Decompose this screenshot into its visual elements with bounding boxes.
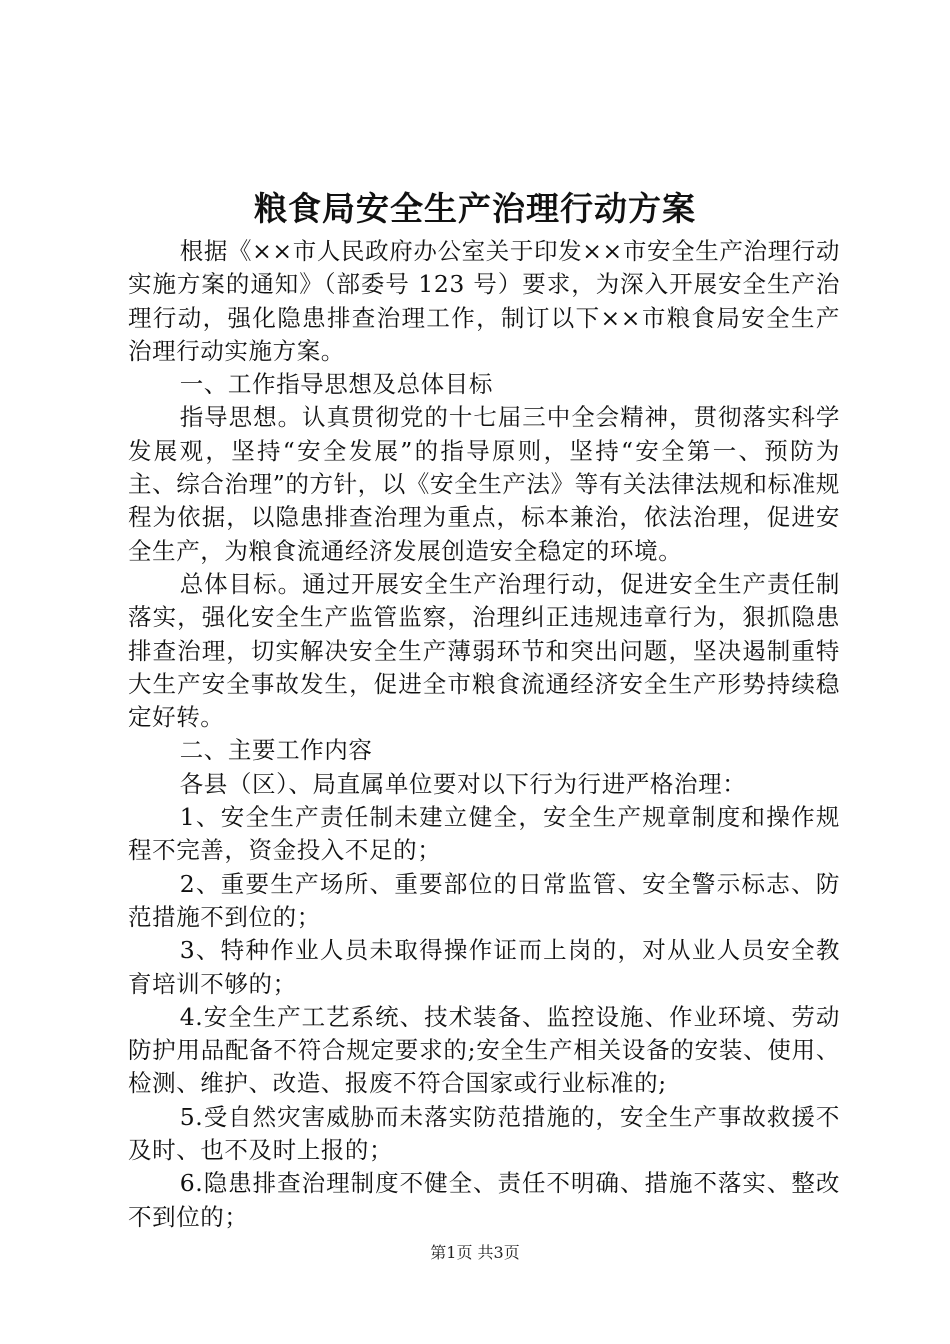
guiding-thought-paragraph: 指导思想。认真贯彻党的十七届三中全会精神，贯彻落实科学发展观，坚持“安全发展”的指导原则，坚持“安全第一、预防为主、综合治理”的方针，以《安全生产法》等有关法律法规和标准规程为依据，以隐患排查治理为重点，标本兼治，依法治理，促进安全生产，为粮食流通经济发展创造安全稳定的环境。 (128, 403, 840, 565)
list-item-1: 1、安全生产责任制未建立健全，安全生产规章制度和操作规程不完善，资金投入不足的； (128, 803, 840, 865)
intro-paragraph: 根据《××市人民政府办公室关于印发××市安全生产治理行动实施方案的通知》（部委号 123 号）要求，为深入开展安全生产治理行动，强化隐患排查治理工作，制订以下××市粮食局安全生产治理行动实施方案。 (128, 237, 840, 365)
document-body (128, 235, 840, 1234)
section-heading-2: 二、主要工作内容 (179, 736, 373, 765)
list-item-4: 4.安全生产工艺系统、技术装备、监控设施、作业环境、劳动防护用品配备不符合规定要求的;安全生产相关设备的安装、使用、检测、维护、改造、报废不符合国家或行业标准的; (128, 1002, 840, 1098)
section-heading-1: 一、工作指导思想及总体目标 (179, 370, 493, 399)
document-title: 粮食局安全生产治理行动方案 (254, 189, 696, 228)
page-footer: 第1页 共3页 (430, 1243, 520, 1262)
overall-goal-paragraph: 总体目标。通过开展安全生产治理行动，促进安全生产责任制落实，强化安全生产监管监察，治理纠正违规违章行为，狠抓隐患排查治理，切实解决安全生产薄弱环节和突出问题，坚决遏制重特大生产安全事故发生，促进全市粮食流通经济安全生产形势持续稳定好转。 (128, 569, 840, 732)
list-item-2: 2、重要生产场所、重要部位的日常监管、安全警示标志、防范措施不到位的； (128, 869, 840, 931)
list-item-3: 3、特种作业人员未取得操作证而上岗的，对从业人员安全教育培训不够的； (128, 936, 840, 998)
list-item-5: 5.受自然灾害威胁而未落实防范措施的，安全生产事故救援不及时、也不及时上报的； (128, 1102, 840, 1165)
list-item-6: 6.隐患排查治理制度不健全、责任不明确、措施不落实、整改不到位的； (128, 1169, 840, 1231)
work-content-intro: 各县（区）、局直属单位要对以下行为行进严格治理： (179, 769, 747, 798)
